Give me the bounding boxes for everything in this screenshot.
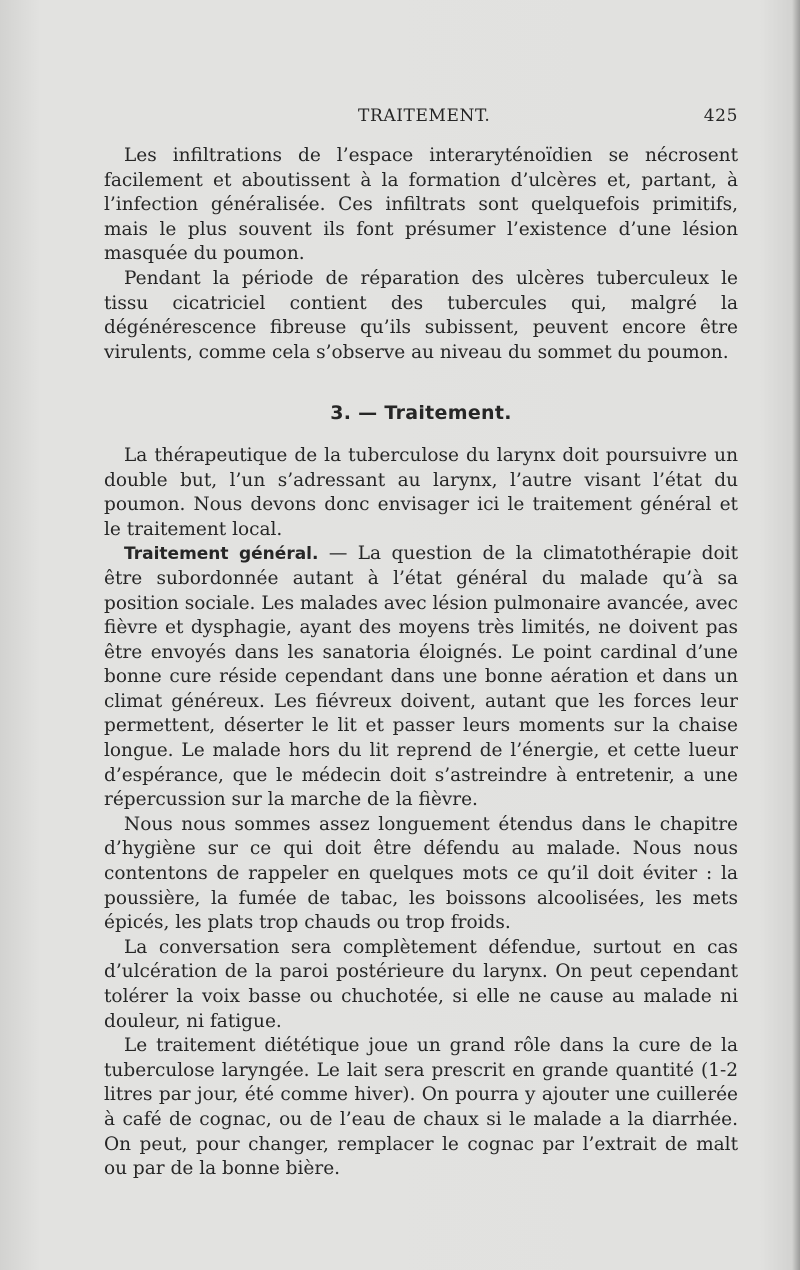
- page-body: [104, 144, 738, 1182]
- paragraph-hygiene: Nous nous sommes assez longuement étendus dans le chapitre d’hygiène sur ce qui doit être défendu au malade. Nous nous contentons de rappeler en quelques mots ce qu’il doit éviter : la poussière, la fumée de tabac, les boissons alcoolisées, les mets épicés, les plats trop chauds ou trop froids.: [104, 813, 738, 934]
- paragraph-reparation: Pendant la période de réparation des ulcères tuberculeux le tissu cicatriciel contient des tubercules qui, malgré la dégénérescence fibreuse qu’ils subissent, peuvent encore être virulents, comme cela s’observe au niveau du sommet du poumon.: [104, 267, 738, 363]
- paragraph-traitement-general-text: — La question de la climatothérapie doit être subordonnée autant à l’état général du malade qu’à sa position sociale. Les malades avec lésion pulmonaire avancée, avec fièvre et dysphagie, ayant des moyens très limités, ne doivent pas être envoyés dans les sanatoria éloignés. Le point cardinal d’une bonne cure réside cependant dans une bonne aération et dans un climat généreux. Les fiévreux doivent, autant que les forces leur permettent, déserter le lit et passer leurs moments sur la chaise longue. Le malade hors du lit reprend de l’énergie, et cette lueur d’espérance, que le médecin doit s’astreindre à entretenir, a une répercussion sur la marche de la fièvre.: [104, 543, 739, 811]
- paragraph-dietetique: Le traitement diététique joue un grand rôle dans la cure de la tuberculose laryngée. Le lait sera prescrit en grande quantité (1-2 litres par jour, été comme hiver). On pourra y ajouter une cuillerée à café de cognac, ou de l’eau de chaux si le malade a la diarrhée. On peut, pour changer, remplacer le cognac par l’extrait de malt ou par de la bonne bière.: [104, 1035, 738, 1180]
- paragraph-conversation: La conversation sera complètement défendue, surtout en cas d’ulcération de la paroi postérieure du larynx. On peut cependant tolérer la voix basse ou chuchotée, si elle ne cause au malade ni douleur, ni fatigue.: [104, 936, 738, 1032]
- page-edge-shadow: [792, 0, 800, 1270]
- page-number: 425: [703, 106, 738, 126]
- paragraph-intro: La thérapeutique de la tuberculose du larynx doit poursuivre un double but, l’un s’adressant au larynx, l’autre visant l’état du poumon. Nous devons donc envisager ici le traitement général et le traitement local.: [104, 444, 738, 540]
- section-heading: 3. — Traitement.: [330, 402, 512, 425]
- running-title: TRAITEMENT.: [358, 106, 491, 126]
- page-header: [104, 106, 738, 132]
- paragraph-traitement-general: [104, 542, 738, 813]
- run-in-heading: Traitement général.: [124, 544, 319, 565]
- paragraph-infiltrations: Les infiltrations de l’espace interaryténoïdien se nécrosent facilement et aboutissent à la formation d’ulcères et, partant, à l’infection généralisée. Ces infiltrats sont quelquefois primitifs, mais le plus souvent ils font présumer l’existence d’une lésion masquée du poumon.: [104, 145, 738, 265]
